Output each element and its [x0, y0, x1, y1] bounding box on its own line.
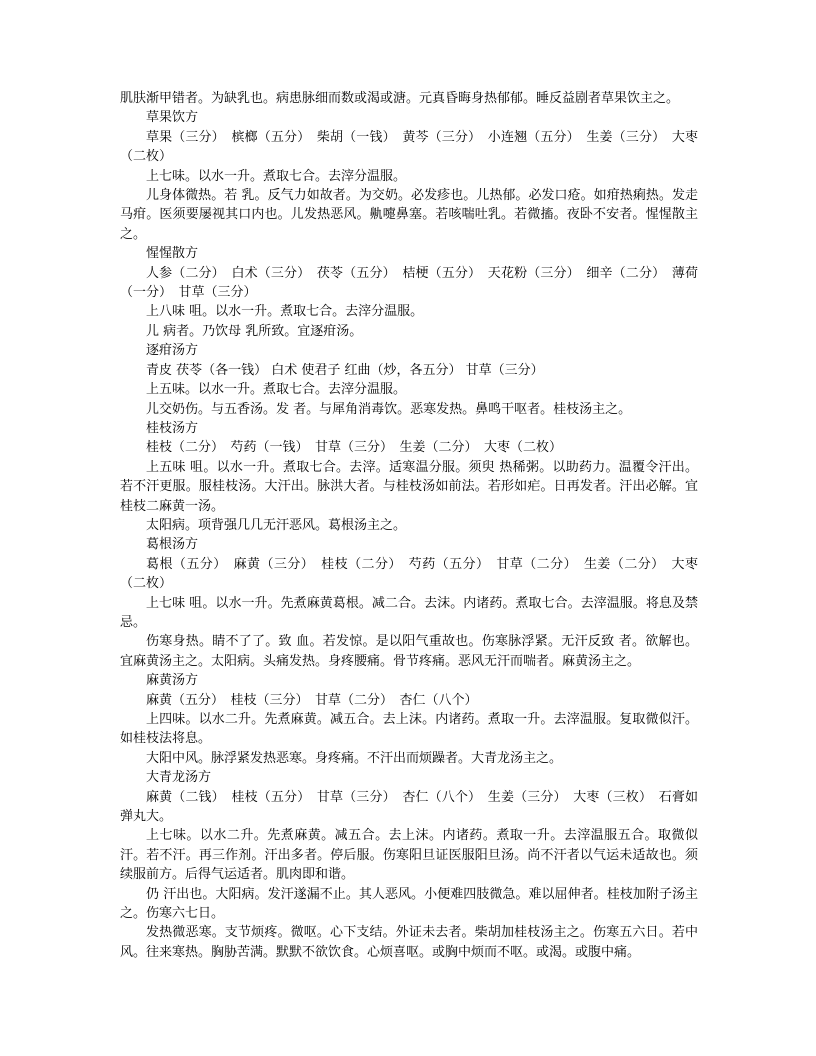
body-paragraph: 葛根（五分） 麻黄（三分） 桂枝（二分） 芍药（五分） 甘草（二分） 生姜（二分） 大枣（二枚） — [120, 556, 698, 592]
body-paragraph: 儿交奶伤。与五香汤。发 者。与犀角消毒饮。恶寒发热。鼻鸣干呕者。桂枝汤主之。 — [146, 401, 632, 417]
formula-heading: 葛根汤方 — [146, 537, 199, 553]
body-paragraph: 上五味 咀。以水一升。煮取七合。去滓。适寒温分服。须臾 热稀粥。以助药力。温覆令汗出。若不汗更服。服桂枝汤。大汗出。脉洪大者。与桂枝汤如前法。若形如疟。日再发者。汗出必解。宜桂枝二麻黄一汤。 — [120, 459, 698, 514]
formula-heading: 逐疳汤方 — [146, 343, 199, 359]
body-paragraph: 儿 病者。乃饮母 乳所致。宜逐疳汤。 — [146, 323, 363, 339]
body-paragraph: 上七味 咀。以水一升。先煮麻黄葛根。减二合。去沫。内诸药。煮取七合。去滓温服。将息及禁忌。 — [120, 595, 698, 630]
body-paragraph: 麻黄（二钱） 桂枝（五分） 甘草（三分） 杏仁（八个） 生姜（三分） 大枣（三枚） 石膏如弹丸大。 — [120, 789, 698, 825]
body-paragraph: 仍 汗出也。大阳病。发汗遂漏不止。其人恶风。小便难四肢微急。难以屈伸者。桂枝加附子汤主之。伤寒六七日。 — [120, 886, 698, 922]
body-paragraph: 上五味。以水一升。煮取七合。去滓分温服。 — [146, 382, 407, 398]
body-paragraph: 大阳中风。脉浮紧发热恶寒。身疼痛。不汗出而烦躁者。大青龙汤主之。 — [146, 750, 563, 766]
body-paragraph: 儿身体微热。若 乳。反气力如故者。为交奶。必发疹也。儿热郁。必发口疮。如疳热痢热。发走马疳。医须要屡视其口内也。儿发热恶风。鼽嚏鼻塞。若咳喘吐乳。若微搐。夜卧不安者。惺惺散主之。 — [120, 188, 698, 242]
body-paragraph: 青皮 茯苓（各一钱） 白术 使君子 红曲（炒，各五分） 甘草（三分） — [146, 362, 544, 378]
body-paragraph: 上七味。以水二升。先煮麻黄。减五合。去上沫。内诸药。煮取一升。去滓温服五合。取微似汗。若不汗。再三作剂。汗出多者。停后服。伤寒阳旦证医服阳旦汤。尚不汗者以气运未适故也。须续服前方。后得气运适者。肌肉即和谐。 — [120, 828, 698, 883]
document-page — [120, 89, 698, 962]
body-paragraph: 发热微恶寒。支节烦疼。微呕。心下支结。外证未去者。柴胡加桂枝汤主之。伤寒五六日。若中风。往来寒热。胸胁苦满。默默不欲饮食。心烦喜呕。或胸中烦而不呕。或渴。或腹中痛。 — [120, 925, 698, 960]
formula-heading: 麻黄汤方 — [146, 673, 199, 689]
body-paragraph: 太阳病。项背强几几无汗恶风。葛根汤主之。 — [146, 517, 407, 533]
body-paragraph: 肌肤渐甲错者。为缺乳也。病患脉细而数或渴或溏。元真昏晦身热郁郁。睡反益剧者草果饮主之。 — [120, 91, 680, 106]
body-paragraph: 桂枝（二分） 芍药（一钱） 甘草（三分） 生姜（二分） 大枣（二枚） — [146, 440, 563, 456]
formula-heading: 大青龙汤方 — [146, 770, 212, 786]
formula-heading: 草果饮方 — [146, 110, 199, 126]
body-paragraph: 麻黄（五分） 桂枝（三分） 甘草（二分） 杏仁（八个） — [146, 692, 478, 708]
body-paragraph: 人参（二分） 白术（三分） 茯苓（五分） 桔梗（五分） 天花粉（三分） 细辛（二分） 薄荷（一分） 甘草（三分） — [120, 265, 698, 301]
formula-heading: 惺惺散方 — [146, 246, 199, 262]
body-paragraph: 草果（三分） 槟榔（五分） 柴胡（一钱） 黄芩（三分） 小连翘（五分） 生姜（三分） 大枣（二枚） — [120, 129, 698, 165]
body-paragraph: 伤寒身热。睛不了了。致 血。若发惊。是以阳气重故也。伤寒脉浮紧。无汗反致 者。欲解也。宜麻黄汤主之。太阳病。头痛发热。身疼腰痛。骨节疼痛。恶风无汗而喘者。麻黄汤主之。 — [120, 634, 698, 669]
body-paragraph: 上七味。以水一升。煮取七合。去滓分温服。 — [146, 168, 407, 184]
formula-heading: 桂枝汤方 — [146, 420, 199, 436]
body-paragraph: 上四味。以水二升。先煮麻黄。减五合。去上沫。内诸药。煮取一升。去滓温服。复取微似汗。如桂枝法将息。 — [120, 712, 698, 747]
body-paragraph: 上八味 咀。以水一升。煮取七合。去滓分温服。 — [146, 304, 424, 320]
